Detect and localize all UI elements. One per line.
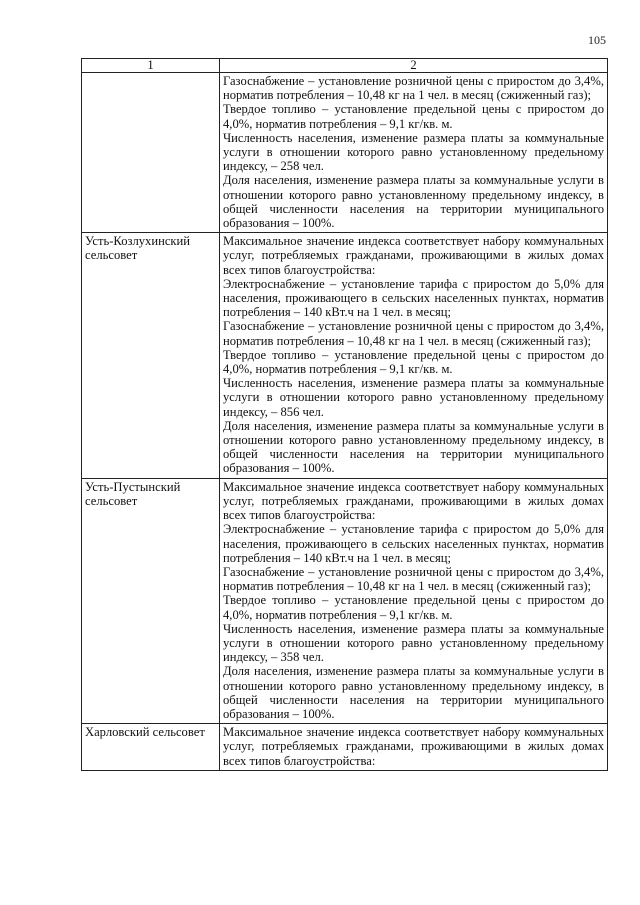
column-header-2: 2 [220, 59, 608, 73]
municipality-name: Усть-Козлухинский сельсовет [82, 233, 220, 478]
municipality-name: Усть-Пустынский сельсовет [82, 478, 220, 723]
description-paragraph: Численность населения, изменение размера платы за коммунальные услуги в отношении которого равно установленному предельному индексу, – 358 чел. [223, 621, 604, 665]
index-description [220, 73, 608, 233]
description-paragraph: Максимальное значение индекса соответствует набору коммунальных услуг, потребляемых гражданами, проживающими в жилых домах всех типов благоустройства: [223, 479, 604, 523]
table-row [82, 73, 608, 233]
description-paragraph: Твердое топливо – установление предельной цены с приростом до 4,0%, норматив потребления – 9,1 кг/кв. м. [223, 347, 604, 377]
description-paragraph: Электроснабжение – установление тарифа с приростом до 5,0% для населения, проживающего в сельских населенных пунктах, норматив потребления – 140 кВт.ч на 1 чел. в месяц; [223, 276, 604, 320]
document-table [81, 58, 608, 771]
table-body [82, 73, 608, 771]
index-description [220, 478, 608, 723]
description-paragraph: Газоснабжение – установление розничной цены с приростом до 3,4%, норматив потребления – 10,48 кг на 1 чел. в месяц (сжиженный газ); [223, 564, 604, 594]
description-paragraph: Доля населения, изменение размера платы за коммунальные услуги в отношении которого равно установленному предельному индексу, в общей численности населения на территории муниципального образования – 100%. [223, 664, 604, 721]
index-description [220, 724, 608, 771]
description-paragraph: Доля населения, изменение размера платы за коммунальные услуги в отношении которого равно установленному предельному индексу, в общей численности населения на территории муниципального образования – 100%. [223, 173, 604, 231]
description-paragraph: Максимальное значение индекса соответствует набору коммунальных услуг, потребляемых гражданами, проживающими в жилых домах всех типов благоустройства: [223, 234, 604, 277]
table-header-row [82, 59, 608, 73]
description-paragraph: Электроснабжение – установление тарифа с приростом до 5,0% для населения, проживающего в сельских населенных пунктах, норматив потребления – 140 кВт.ч на 1 чел. в месяц; [223, 522, 604, 565]
municipality-name: Харловский сельсовет [82, 724, 220, 771]
description-paragraph: Газоснабжение – установление розничной цены с приростом до 3,4%, норматив потребления – 10,48 кг на 1 чел. в месяц (сжиженный газ); [223, 319, 604, 348]
index-description [220, 233, 608, 478]
description-paragraph: Максимальное значение индекса соответствует набору коммунальных услуг, потребляемых гражданами, проживающими в жилых домах всех типов благоустройства: [223, 725, 604, 768]
description-paragraph: Твердое топливо – установление предельной цены с приростом до 4,0%, норматив потребления – 9,1 кг/кв. м. [223, 593, 604, 622]
description-paragraph: Твердое топливо – установление предельной цены с приростом до 4,0%, норматив потребления – 9,1 кг/кв. м. [223, 102, 604, 131]
table-row [82, 724, 608, 771]
description-paragraph: Доля населения, изменение размера платы за коммунальные услуги в отношении которого равно установленному предельному индексу, в общей численности населения на территории муниципального образования – 100%. [223, 418, 604, 476]
table-row [82, 478, 608, 723]
description-paragraph: Газоснабжение – установление розничной цены с приростом до 3,4%, норматив потребления – 10,48 кг на 1 чел. в месяц (сжиженный газ); [223, 74, 604, 103]
page-number: 105 [588, 33, 606, 47]
column-header-1: 1 [82, 59, 220, 73]
description-paragraph: Численность населения, изменение размера платы за коммунальные услуги в отношении которого равно установленному предельному индексу, – 258 чел. [223, 130, 604, 174]
description-paragraph: Численность населения, изменение размера платы за коммунальные услуги в отношении которого равно установленному предельному индексу, – 856 чел. [223, 376, 604, 419]
municipality-name [82, 73, 220, 233]
table-row [82, 233, 608, 478]
